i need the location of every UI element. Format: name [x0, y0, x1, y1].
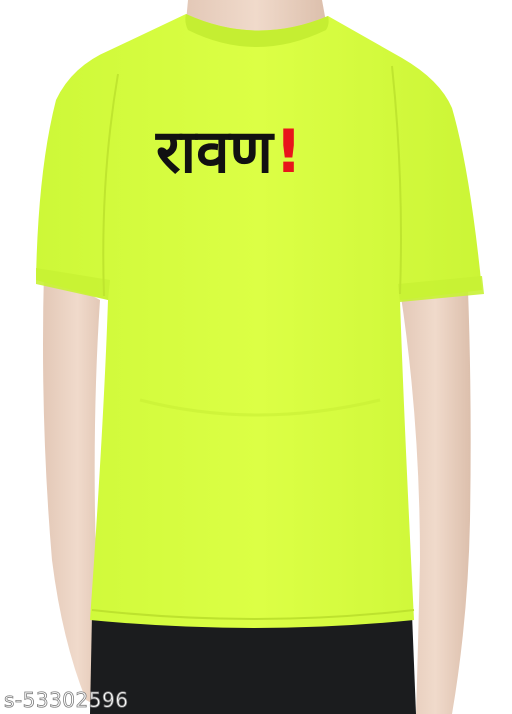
print-word: रावण: [156, 117, 273, 187]
print-exclamation: !: [274, 117, 303, 187]
image-id-watermark: s-53302596: [4, 688, 129, 712]
tshirt-print-text: [156, 117, 303, 187]
shorts: [90, 614, 416, 714]
